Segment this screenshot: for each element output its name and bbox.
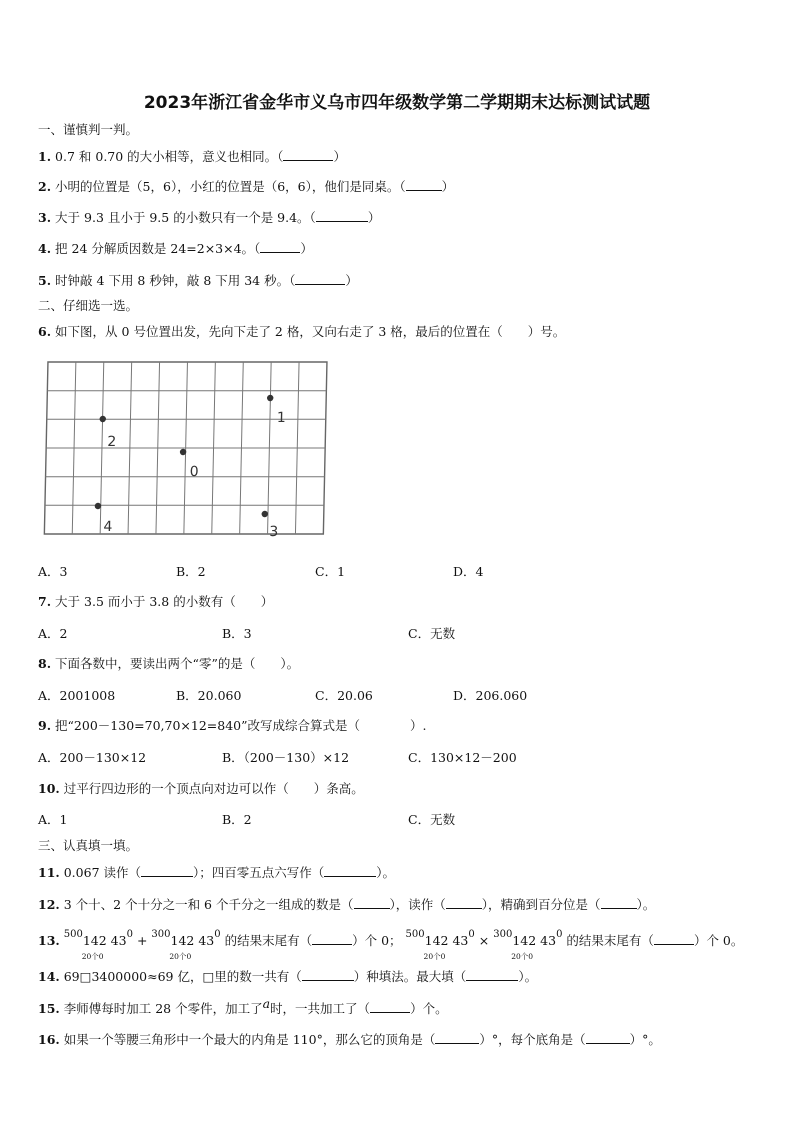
question-number: 16.: [38, 1032, 60, 1047]
section-heading-2: 二、仔细选一选。: [38, 298, 139, 313]
expr-superscript: 300: [151, 929, 171, 940]
times-sign: ×: [478, 933, 490, 948]
question-text: 0.067 读作（: [63, 865, 141, 880]
page-title: 2023年浙江省金华市义乌市四年级数学第二学期期末达标测试试题: [143, 93, 651, 113]
question-text: ）°。: [629, 1032, 661, 1047]
q7-option-c[interactable]: C．无数: [408, 626, 456, 641]
q7-option-b[interactable]: B．3: [222, 626, 252, 641]
grid-point-1: [267, 395, 274, 401]
expr-superscript: 0: [214, 929, 221, 940]
question-text: 69□3400000≈69 亿，□里的数一共有（: [63, 969, 302, 984]
question-text: 李师傅每时加工 28 个零件，加工了: [63, 1001, 263, 1016]
question-number: 14.: [38, 969, 60, 984]
question-text: 0.7 和 0.70 的大小相等，意义也相同。（: [55, 149, 284, 164]
question-text: ）；四百零五点六写作（: [193, 865, 325, 880]
answer-blank[interactable]: [354, 896, 390, 909]
question-7: [38, 594, 273, 610]
question-4: [38, 240, 313, 257]
grid-point-2: [99, 416, 106, 422]
expr-subnote: 20个0: [423, 952, 446, 961]
question-text: 小明的位置是（5，6），小红的位置是（6，6），他们是同桌。（: [55, 179, 406, 194]
question-text: ）个。: [410, 1001, 448, 1016]
paren-close: ）: [300, 241, 313, 256]
expr-superscript: 0: [468, 929, 475, 940]
question-text: 下面各数中，要读出两个“零”的是（ ）。: [55, 656, 300, 671]
question-text: ）。: [636, 897, 656, 912]
q8-option-a[interactable]: A．2001008: [38, 688, 116, 703]
q8-option-b[interactable]: B．20.060: [176, 688, 242, 703]
question-number: 15.: [38, 1001, 60, 1016]
grid-label-3: 3: [269, 524, 279, 540]
question-number: 5.: [38, 273, 52, 288]
question-text: ），精确到百分位是（: [481, 897, 601, 912]
question-text: 3 个十、2 个十分之一和 6 个千分之一组成的数是（: [63, 897, 354, 912]
question-12: [38, 896, 655, 913]
grid-point-3: [262, 511, 269, 517]
answer-blank[interactable]: [466, 968, 518, 981]
question-text: 的结果末尾有（: [566, 933, 654, 948]
question-15: [38, 996, 448, 1017]
paren-close: ）: [333, 149, 346, 164]
expr-subnote: 20个0: [511, 952, 534, 961]
q10-option-b[interactable]: B．2: [222, 812, 252, 827]
question-number: 1.: [38, 149, 52, 164]
section-heading-1: 一、谨慎判一判。: [38, 122, 139, 137]
paren-close: ）: [441, 179, 455, 194]
q8-option-c[interactable]: C．20.06: [315, 688, 373, 703]
answer-blank[interactable]: [324, 864, 376, 877]
expr-superscript: 0: [126, 929, 133, 940]
question-number: 2.: [38, 179, 52, 194]
grid-label-2: 2: [107, 434, 117, 450]
q6-option-d[interactable]: D．4: [453, 564, 484, 579]
expr-subnote: 20个0: [169, 952, 192, 961]
answer-blank[interactable]: [312, 932, 352, 945]
question-number: 13.: [38, 933, 60, 948]
answer-blank[interactable]: [435, 1031, 479, 1044]
answer-blank[interactable]: [446, 896, 482, 909]
question-text: 时钟敲 4 下用 8 秒钟，敲 8 下用 34 秒。（: [55, 273, 296, 288]
question-number: 10.: [38, 781, 60, 796]
expr-superscript: 300: [493, 929, 513, 940]
question-text: 如果一个等腰三角形中一个最大的内角是 110°，那么它的顶角是（: [63, 1032, 436, 1047]
grid-label-4: 4: [103, 519, 113, 535]
expr-4: [493, 929, 563, 961]
question-text: ）。: [376, 865, 396, 880]
q10-option-a[interactable]: A．1: [38, 812, 68, 827]
q6-option-c[interactable]: C．1: [315, 564, 346, 579]
question-text: ）°，每个底角是（: [479, 1032, 586, 1047]
question-text: 如下图，从 0 号位置出发，先向下走了 2 格，又向右走了 3 格，最后的位置在（ ）号。: [55, 324, 566, 339]
q6-option-b[interactable]: B．2: [176, 564, 206, 579]
question-number: 3.: [38, 210, 52, 225]
question-11: [38, 864, 395, 881]
answer-blank[interactable]: [406, 178, 442, 191]
expr-superscript: 0: [556, 929, 563, 940]
q9-option-c[interactable]: C．130×12－200: [408, 750, 517, 765]
question-number: 6.: [38, 324, 52, 339]
expr-superscript: 500: [405, 929, 425, 940]
q9-option-b[interactable]: B．（200－130）×12: [222, 750, 350, 765]
question-text: 把“200－130=70,70×12=840”改写成综合算式是（ ）.: [55, 718, 427, 733]
expr-2: [151, 929, 221, 961]
answer-blank[interactable]: [586, 1031, 630, 1044]
question-14: [38, 968, 537, 985]
question-number: 4.: [38, 241, 52, 256]
question-text: ）种填法。最大填（: [353, 969, 467, 984]
expr-base: 142 43: [82, 933, 127, 948]
question-text: 的结果末尾有（: [224, 933, 313, 948]
question-5: [38, 272, 358, 289]
question-2: [38, 178, 454, 195]
question-text: ）。: [518, 969, 538, 984]
question-3: [38, 209, 380, 226]
question-text: ）个 0；: [352, 933, 402, 948]
expr-base: 142 43: [512, 933, 557, 948]
question-9: [38, 718, 427, 734]
expr-base: 142 43: [424, 933, 469, 948]
question-1: [38, 148, 346, 165]
answer-blank[interactable]: [654, 932, 694, 945]
answer-blank[interactable]: [370, 1000, 410, 1013]
q6-option-a[interactable]: A．3: [38, 564, 68, 579]
paren-close: ）: [367, 210, 381, 225]
question-text: 把 24 分解质因数是 24=2×3×4。（: [55, 241, 261, 256]
paren-close: ）: [345, 273, 358, 288]
question-number: 8.: [38, 656, 52, 671]
question-text: 时，一共加工了（: [270, 1001, 371, 1016]
expr-base: 142 43: [170, 933, 215, 948]
question-number: 9.: [38, 718, 52, 733]
expr-subnote: 20个0: [81, 952, 104, 961]
plus-sign: +: [136, 933, 148, 948]
answer-blank[interactable]: [283, 148, 333, 161]
answer-blank[interactable]: [295, 272, 345, 285]
expr-superscript: 500: [63, 929, 83, 940]
expr-1: [63, 929, 133, 961]
answer-blank[interactable]: [141, 864, 193, 877]
expr-3: [405, 929, 475, 961]
q9-option-a[interactable]: A．200－130×12: [38, 750, 147, 765]
variable-a: a: [262, 996, 271, 1011]
answer-blank[interactable]: [260, 240, 300, 253]
grid-svg: [42, 360, 332, 540]
answer-blank[interactable]: [316, 209, 368, 222]
question-text: 大于 3.5 而小于 3.8 的小数有（ ）: [55, 594, 274, 609]
question-number: 12.: [38, 897, 60, 912]
grid-figure: [42, 360, 332, 544]
question-16: [38, 1031, 661, 1048]
question-text: ），读作（: [389, 897, 446, 912]
question-6: [38, 324, 565, 340]
grid-label-0: 0: [189, 464, 199, 480]
question-8: [38, 656, 299, 672]
grid-label-1: 1: [276, 410, 286, 426]
question-13: [38, 929, 744, 961]
question-text: 过平行四边形的一个顶点向对边可以作（ ）条高。: [63, 781, 364, 796]
question-number: 11.: [38, 865, 60, 880]
question-text: 大于 9.3 且小于 9.5 的小数只有一个是 9.4。（: [55, 210, 316, 225]
q7-option-a[interactable]: A．2: [38, 626, 68, 641]
q8-option-d[interactable]: D．206.060: [453, 688, 528, 703]
answer-blank[interactable]: [601, 896, 637, 909]
q10-option-c[interactable]: C．无数: [408, 812, 456, 827]
question-10: [38, 781, 364, 797]
question-number: 7.: [38, 594, 52, 609]
answer-blank[interactable]: [302, 968, 354, 981]
question-text: ）个 0。: [693, 933, 744, 948]
section-heading-3: 三、认真填一填。: [38, 838, 139, 853]
